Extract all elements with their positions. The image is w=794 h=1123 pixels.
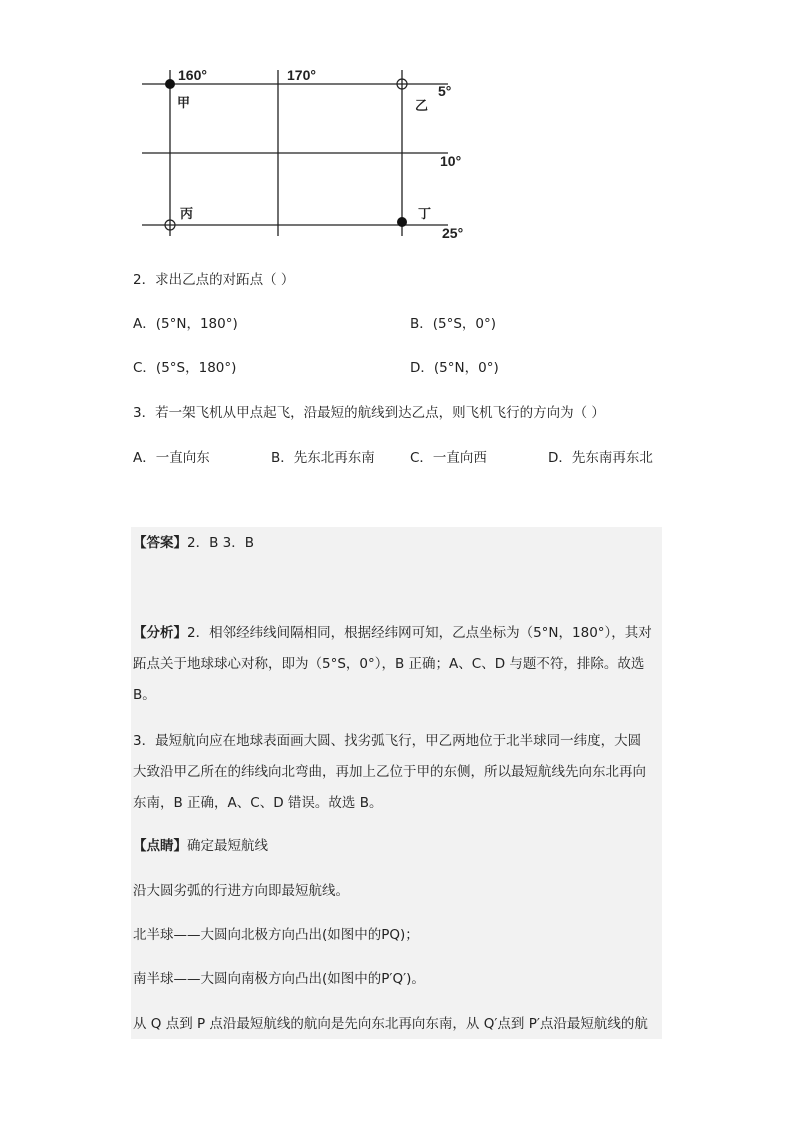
answer-text: 2．B 3．B (187, 535, 254, 551)
point-ding-marker (397, 217, 407, 227)
analysis-tag: 【分析】 (133, 625, 187, 641)
answer-line (133, 528, 661, 559)
point-label-yi: 乙 (415, 99, 429, 114)
question-2-option-a: A．(5°N，180°) (133, 316, 238, 332)
lon-label-160: 160° (178, 67, 207, 83)
point-bing-marker (165, 220, 175, 230)
tips-tag: 【点睛】 (133, 838, 187, 854)
point-yi-marker (397, 79, 407, 89)
question-3-option-a: A．一直向东 (133, 450, 210, 466)
tips-title: 确定最短航线 (187, 838, 268, 854)
question-2-option-b: B．(5°S，0°) (410, 316, 497, 332)
point-jia-marker (165, 79, 175, 89)
analysis-p2-line1: 3．最短航向应在地球表面画大圆、找劣弧飞行，甲乙两地位于北半球同一纬度，大圆 (133, 733, 642, 749)
question-2-stem: 2．求出乙点的对跖点（ ） (133, 272, 295, 288)
analysis-p1-line3: B。 (133, 687, 156, 703)
tips-line-2: 北半球——大圆向北极方向凸出(如图中的PQ)； (133, 927, 419, 943)
lon-label-170: 170° (287, 67, 316, 83)
answer-tag: 【答案】 (133, 535, 187, 551)
tips-heading-line (133, 831, 661, 862)
point-label-jia: 甲 (177, 96, 191, 111)
lat-label-25: 25° (442, 225, 464, 241)
question-2-option-d: D．(5°N，0°) (410, 360, 499, 376)
point-label-ding: 丁 (418, 207, 432, 222)
tips-line-1: 沿大圆劣弧的行进方向即最短航线。 (133, 883, 349, 899)
analysis-line-1 (133, 618, 661, 649)
lat-label-10: 10° (440, 153, 462, 169)
question-3-option-d: D．先东南再东北 (548, 450, 653, 466)
analysis-p2-line3: 东南，B 正确，A、C、D 错误。故选 B。 (133, 795, 383, 811)
point-label-bing: 丙 (180, 207, 194, 222)
analysis-p2-line2: 大致沿甲乙所在的纬线向北弯曲，再加上乙位于甲的东侧，所以最短航线先向东北再向 (133, 764, 646, 780)
question-3-option-b: B．先东北再东南 (271, 450, 375, 466)
question-3-stem: 3．若一架飞机从甲点起飞，沿最短的航线到达乙点，则飞机飞行的方向为（ ） (133, 405, 605, 421)
lat-lon-grid-diagram (130, 58, 470, 248)
analysis-p1-line1: 2．相邻经纬线间隔相同，根据经纬网可知，乙点坐标为（5°N，180°），其对 (187, 625, 652, 641)
analysis-p1-line2: 跖点关于地球球心对称，即为（5°S，0°），B 正确；A、C、D 与题不符，排除。故选 (133, 656, 645, 672)
lat-label-5: 5° (438, 83, 452, 99)
tips-line-4: 从 Q 点到 P 点沿最短航线的航向是先向东北再向东南，从 Q′点到 P′点沿最短航线的航 (133, 1016, 648, 1032)
question-2-option-c: C．(5°S，180°) (133, 360, 237, 376)
question-3-option-c: C．一直向西 (410, 450, 487, 466)
tips-line-3: 南半球——大圆向南极方向凸出(如图中的P′Q′)。 (133, 971, 425, 987)
